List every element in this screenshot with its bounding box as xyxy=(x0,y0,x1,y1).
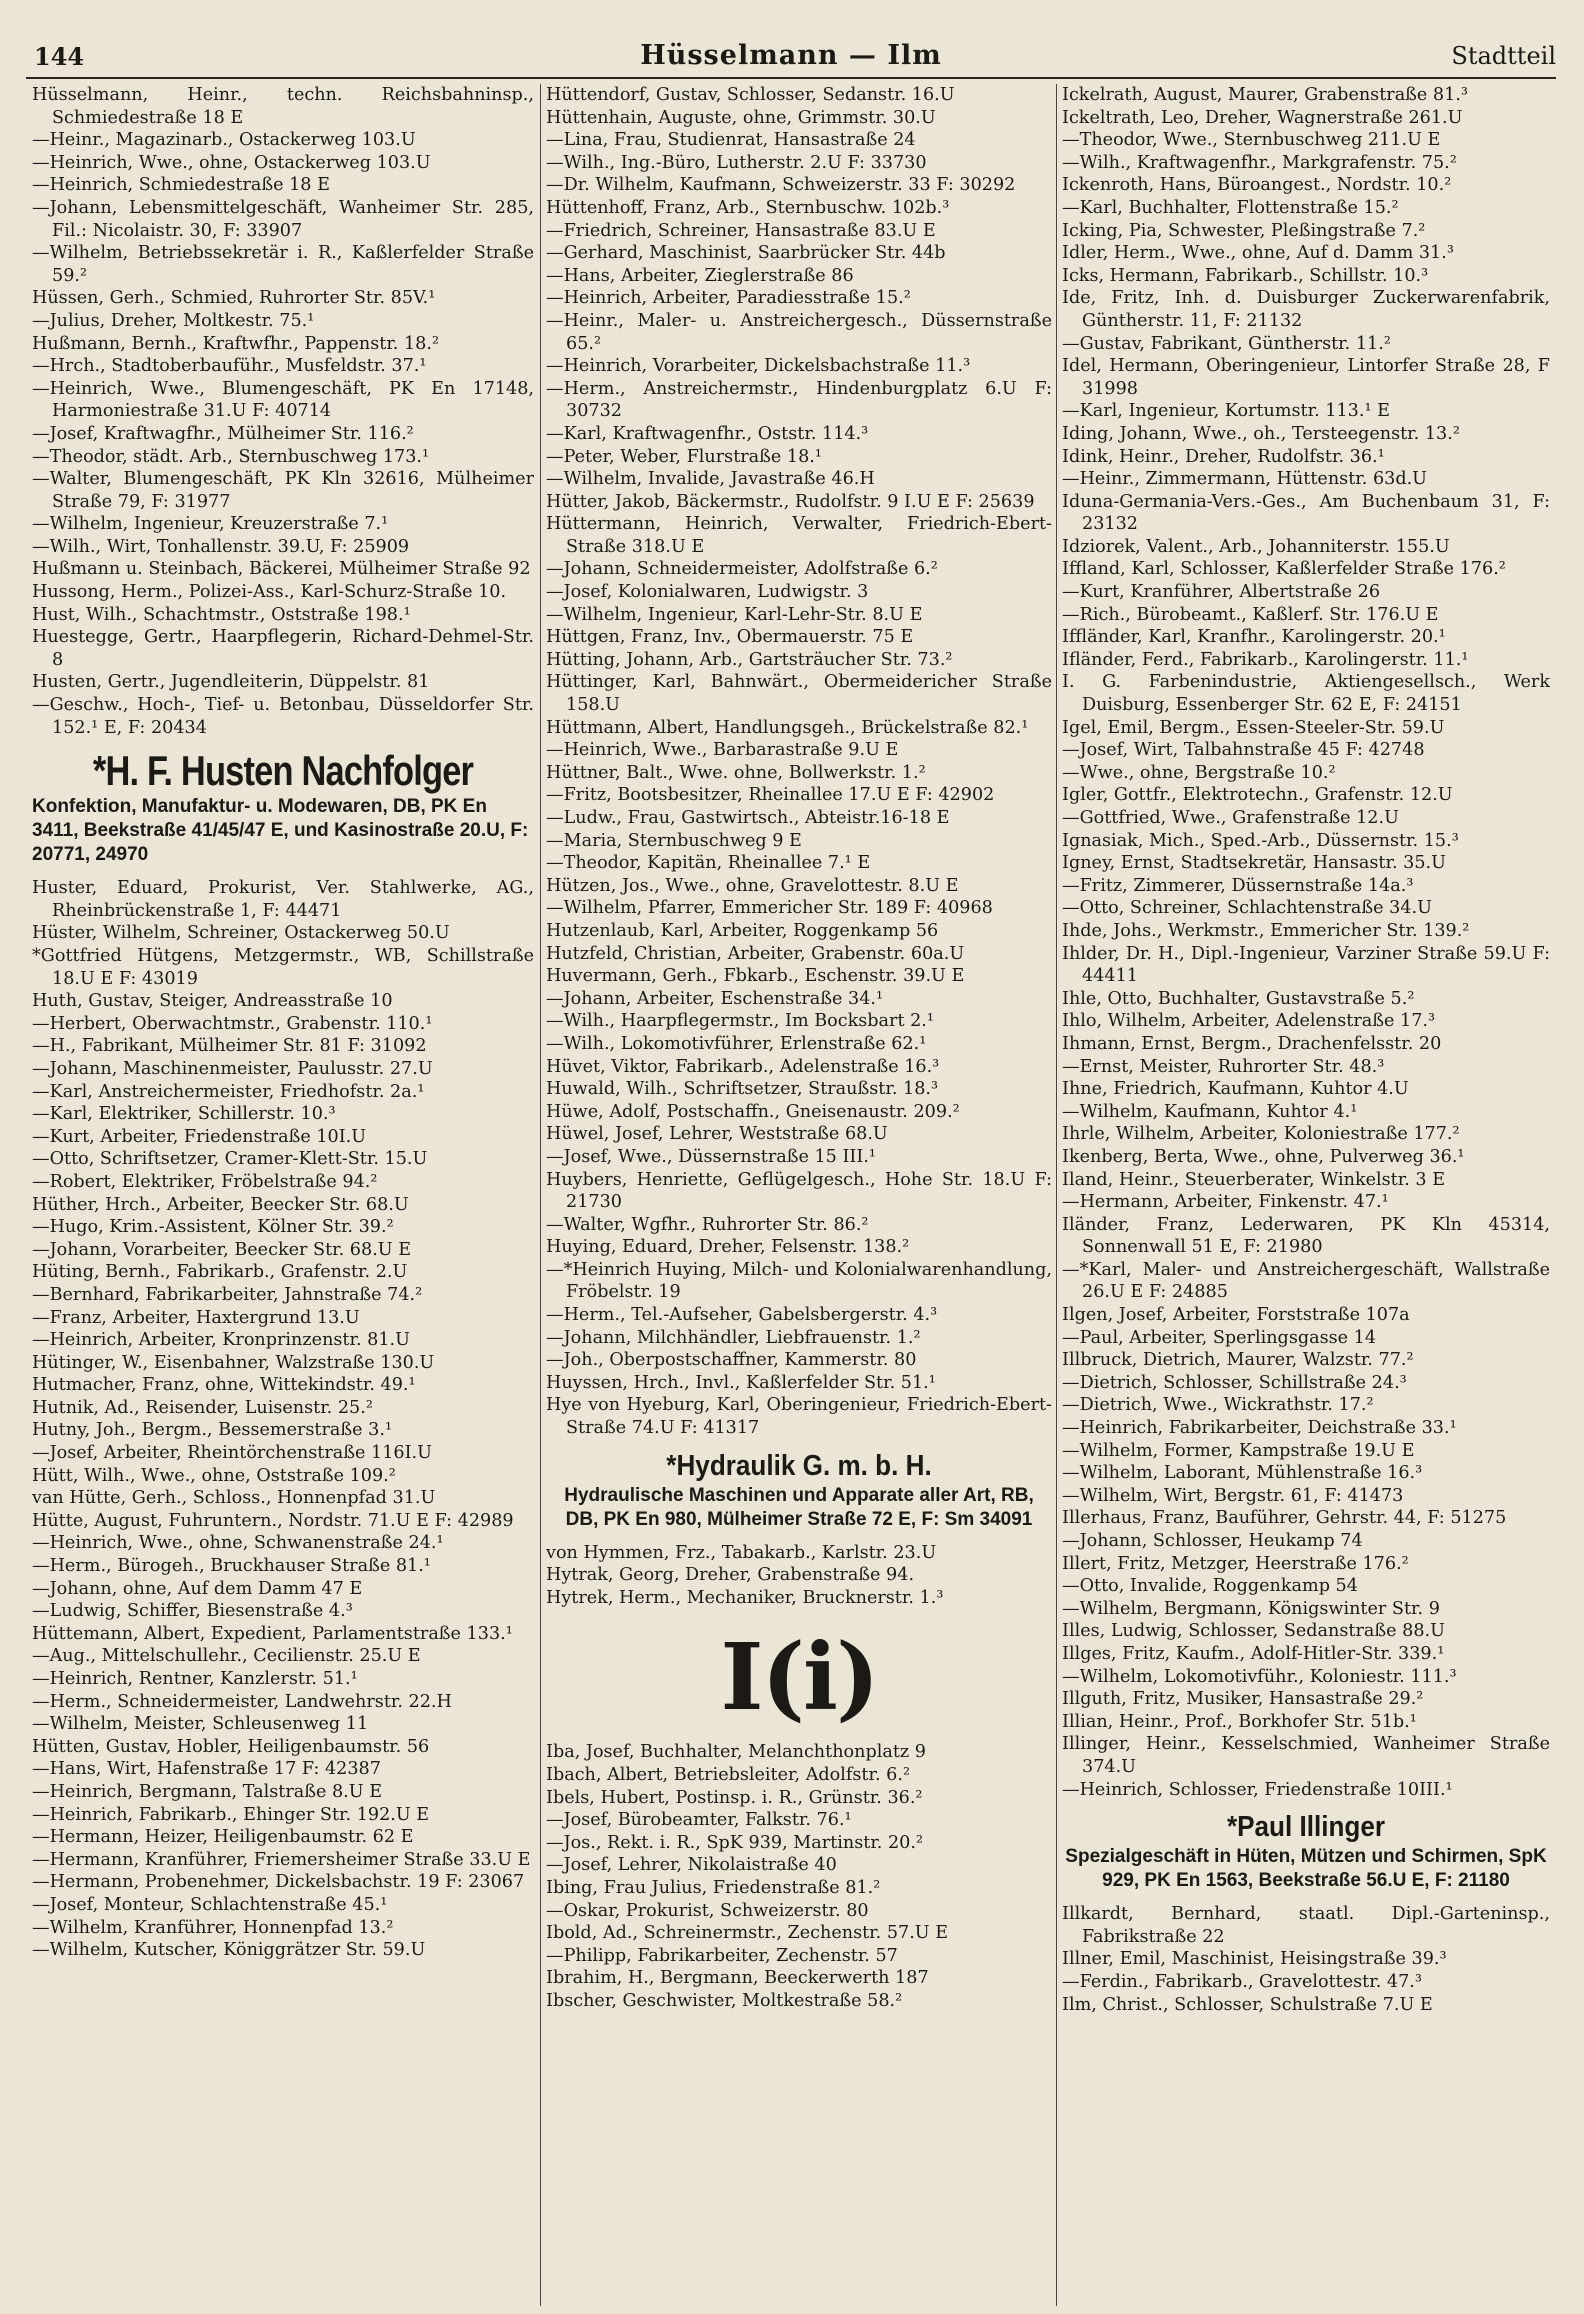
directory-entry: Huying, Eduard, Dreher, Felsenstr. 138.² xyxy=(546,1237,910,1258)
directory-entry: —Friedrich, Schreiner, Hansastraße 83.U E xyxy=(546,220,936,241)
directory-entry: —Heinrich, Wwe., ohne, Ostackerweg 103.U xyxy=(32,152,431,173)
directory-entry: Ibach, Albert, Betriebsleiter, Adolfstr. 6.² xyxy=(546,1765,911,1785)
directory-entry: —Josef, Lehrer, Nikolaistraße 40 xyxy=(546,1855,837,1876)
directory-entry: Ihde, Johs., Werkmstr., Emmericher Str. 139.² xyxy=(1062,920,1470,941)
directory-entry: Iland, Heinr., Steuerberater, Winkelstr. 3 E xyxy=(1062,1169,1446,1190)
directory-entry: Ibold, Ad., Schreinermstr., Zechenstr. 57.U E xyxy=(546,1923,949,1944)
directory-entry: —Heinrich, Vorarbeiter, Dickelsbachstraße 11.³ xyxy=(546,356,971,377)
directory-entry: —Johann, Maschinenmeister, Paulusstr. 27.U xyxy=(32,1058,433,1079)
directory-entry: Iffland, Karl, Schlosser, Kaßlerfelder Straße 176.² xyxy=(1062,559,1506,580)
column-divider xyxy=(1056,84,1057,2306)
directory-entry: Hüttermann, Heinrich, Verwalter, Friedrich-Ebert-Straße 318.U E xyxy=(546,514,1052,557)
directory-entry: Hüwel, Josef, Lehrer, Weststraße 68.U xyxy=(546,1124,888,1145)
directory-entry: —Gottfried, Wwe., Grafenstraße 12.U xyxy=(1062,808,1399,828)
directory-entry: —Franz, Arbeiter, Haxtergrund 13.U xyxy=(32,1307,360,1328)
directory-entry: —Wwe., ohne, Bergstraße 10.² xyxy=(1062,762,1336,783)
directory-entry: —Ludw., Frau, Gastwirtsch., Abteistr.16-18 E xyxy=(546,808,950,828)
directory-entry: —Heinrich, Wwe., Blumengeschäft, PK En 17148, Harmoniestraße 31.U F: 40714 xyxy=(32,378,534,422)
directory-entry: —Dietrich, Wwe., Wickrathstr. 17.² xyxy=(1062,1395,1374,1416)
directory-entry: Hußmann u. Steinbach, Bäckerei, Mülheimer Straße 92 xyxy=(32,559,531,580)
directory-entry: —Wilhelm, Kranführer, Honnenpfad 13.² xyxy=(32,1917,394,1938)
directory-entry: —Josef, Bürobeamter, Falkstr. 76.¹ xyxy=(546,1810,852,1831)
directory-entry: Hüvet, Viktor, Fabrikarb., Adelenstraße 16.³ xyxy=(546,1056,940,1077)
directory-entry: —Ludwig, Schiffer, Biesenstraße 4.³ xyxy=(32,1601,353,1622)
directory-entry: —Theodor, Kapitän, Rheinallee 7.¹ E xyxy=(546,853,871,874)
directory-entry: Huwald, Wilh., Schriftsetzer, Straußstr. 18.³ xyxy=(546,1079,939,1100)
directory-entry: Hüster, Wilhelm, Schreiner, Ostackerweg 50.U xyxy=(32,923,450,944)
directory-entry: —Wilh., Haarpflegermstr., Im Bocksbart 2.¹ xyxy=(546,1011,934,1032)
directory-entry: Ide, Fritz, Inh. d. Duisburger Zuckerwarenfabrik, Güntherstr. 11, F: 21132 xyxy=(1062,288,1550,331)
header-rule xyxy=(26,77,1556,79)
directory-entry: —Heinrich, Arbeiter, Paradiesstraße 15.² xyxy=(546,288,911,309)
directory-entry: Hütinger, W., Eisenbahner, Walzstraße 130.U xyxy=(32,1352,435,1373)
directory-entry: Hutzfeld, Christian, Arbeiter, Grabenstr. 60a.U xyxy=(546,943,965,964)
directory-entry: Igel, Emil, Bergm., Essen-Steeler-Str. 59.U xyxy=(1062,717,1445,738)
directory-entry: —Josef, Monteur, Schlachtenstraße 45.¹ xyxy=(32,1894,388,1915)
directory-entry: —Otto, Schriftsetzer, Cramer-Klett-Str. 15.U xyxy=(32,1149,428,1170)
directory-entry: —Karl, Elektriker, Schillerstr. 10.³ xyxy=(32,1104,336,1125)
directory-entry: Hüther, Hrch., Arbeiter, Beecker Str. 68.U xyxy=(32,1194,409,1215)
directory-entry: Idel, Hermann, Oberingenieur, Lintorfer Straße 28, F 31998 xyxy=(1062,356,1550,399)
directory-entry: —Dr. Wilhelm, Kaufmann, Schweizerstr. 33 F: 30292 xyxy=(546,175,1016,196)
directory-entry: Hutny, Joh., Bergm., Bessemerstraße 3.¹ xyxy=(32,1420,393,1441)
directory-entry: Ihrle, Wilhelm, Arbeiter, Koloniestraße 177.² xyxy=(1062,1124,1460,1145)
directory-entry: Hüttendorf, Gustav, Schlosser, Sedanstr. 16.U xyxy=(546,85,955,105)
directory-entry: —Fritz, Bootsbesitzer, Rheinallee 17.U E F: 42902 xyxy=(546,785,995,806)
column-3 xyxy=(1062,84,1550,2306)
advert-title: *Hydraulik G. m. b. H. xyxy=(666,1449,932,1482)
directory-entry: Ihlo, Wilhelm, Arbeiter, Adelenstraße 17.³ xyxy=(1062,1011,1436,1032)
directory-entry: Ibels, Hubert, Postinsp. i. R., Grünstr. 36.² xyxy=(546,1787,923,1808)
directory-entry: —Wilhelm, Ingenieur, Karl-Lehr-Str. 8.U E xyxy=(546,604,923,625)
directory-entry: —Heinrich, Fabrikarb., Ehinger Str. 192.U E xyxy=(32,1804,430,1825)
directory-entry: —Hermann, Kranführer, Friemersheimer Straße 33.U E xyxy=(32,1849,531,1870)
directory-entry: —Johann, Lebensmittelgeschäft, Wanheimer Str. 285, Fil.: Nicolaistr. 30, F: 33907 xyxy=(32,197,534,241)
directory-entry: —Wilhelm, Bergmann, Königswinter Str. 9 xyxy=(1062,1598,1440,1619)
directory-entry: —Heinrich, Wwe., Barbarastraße 9.U E xyxy=(546,740,899,761)
column-divider xyxy=(540,84,541,2306)
directory-entry: Ickeltrath, Leo, Dreher, Wagnerstraße 261.U xyxy=(1062,107,1463,128)
directory-entry: Ihle, Otto, Buchhalter, Gustavstraße 5.² xyxy=(1062,988,1415,1009)
directory-entry: Iländer, Franz, Lederwaren, PK Kln 45314, Sonnenwall 51 E, F: 21980 xyxy=(1062,1214,1550,1258)
directory-entry: Hust, Wilh., Schachtmstr., Oststraße 198.¹ xyxy=(32,604,411,625)
directory-entry: —Johann, Arbeiter, Eschenstraße 34.¹ xyxy=(546,988,884,1009)
directory-entry: Hußmann, Bernh., Kraftwfhr., Pappenstr. 18.² xyxy=(32,333,440,354)
directory-entry: —Jos., Rekt. i. R., SpK 939, Martinstr. 20.² xyxy=(546,1832,924,1853)
directory-entry: Illian, Heinr., Prof., Borkhofer Str. 51b.¹ xyxy=(1062,1711,1417,1732)
directory-entry: Hütt, Wilh., Wwe., ohne, Oststraße 109.² xyxy=(32,1465,396,1486)
directory-entry: Hüssen, Gerh., Schmied, Ruhrorter Str. 85V.¹ xyxy=(32,288,436,309)
directory-entry: —Wilhelm, Invalide, Javastraße 46.H xyxy=(546,469,875,490)
directory-entry: —Herbert, Oberwachtmstr., Grabenstr. 110.¹ xyxy=(32,1013,433,1034)
directory-entry: Huth, Gustav, Steiger, Andreasstraße 10 xyxy=(32,991,393,1012)
directory-entry: —Otto, Invalide, Roggenkamp 54 xyxy=(1062,1576,1358,1597)
directory-entry: —Heinrich, Schlosser, Friedenstraße 10III.¹ xyxy=(1062,1779,1453,1800)
directory-entry: —Kurt, Kranführer, Albertstraße 26 xyxy=(1062,582,1381,603)
directory-entry: —Aug., Mittelschullehr., Cecilienstr. 25.U E xyxy=(32,1646,421,1667)
directory-entry: —Maria, Sternbuschweg 9 E xyxy=(546,830,802,851)
advert-illinger xyxy=(1062,1801,1550,1903)
directory-entry: Hutnik, Ad., Reisender, Luisenstr. 25.² xyxy=(32,1397,373,1418)
directory-entry: Icking, Pia, Schwester, Pleßingstraße 7.² xyxy=(1062,220,1426,241)
directory-entry: Huyssen, Hrch., Invl., Kaßlerfelder Str. 51.¹ xyxy=(546,1372,936,1393)
directory-entry: Ihne, Friedrich, Kaufmann, Kuhtor 4.U xyxy=(1062,1079,1409,1100)
directory-entry: —Josef, Wirt, Talbahnstraße 45 F: 42748 xyxy=(1062,740,1425,761)
directory-entry: —Peter, Weber, Flurstraße 18.¹ xyxy=(546,446,822,467)
directory-entry: —Wilh., Lokomotivführer, Erlenstraße 62.¹ xyxy=(546,1033,927,1054)
directory-entry: —Oskar, Prokurist, Schweizerstr. 80 xyxy=(546,1900,869,1921)
directory-entry: —Bernhard, Fabrikarbeiter, Jahnstraße 74.² xyxy=(32,1284,423,1305)
directory-entry: —Heinrich, Bergmann, Talstraße 8.U E xyxy=(32,1781,383,1802)
directory-entry: Ickelrath, August, Maurer, Grabenstraße 81.³ xyxy=(1062,85,1468,105)
directory-entry: Hüttgen, Franz, Inv., Obermauerstr. 75 E xyxy=(546,627,914,648)
directory-entry: Hutmacher, Franz, ohne, Wittekindstr. 49.¹ xyxy=(32,1375,416,1396)
section-label: Stadtteil xyxy=(1451,42,1556,70)
advert-title: *Paul Illinger xyxy=(1226,1811,1386,1844)
directory-entry: —Karl, Buchhalter, Flottenstraße 15.² xyxy=(1062,197,1399,218)
advert-text: Konfektion, Manufaktur- u. Modewaren, DB, PK En 3411, Beekstraße 41/45/47 E, und Kasinostraße 20.U, F: 20771, 24970 xyxy=(32,796,529,866)
directory-entry: Hüwe, Adolf, Postschaffn., Gneisenaustr. 209.² xyxy=(546,1101,960,1122)
directory-entry: Idziorek, Valent., Arb., Johanniterstr. 155.U xyxy=(1062,536,1450,557)
directory-entry: Ihmann, Ernst, Bergm., Drachenfelsstr. 20 xyxy=(1062,1033,1442,1054)
directory-entry: —Herm., Anstreichermstr., Hindenburgplatz 6.U F: 30732 xyxy=(546,378,1052,422)
directory-entry: Ilm, Christ., Schlosser, Schulstraße 7.U E xyxy=(1062,1994,1433,2015)
directory-entry: Hüting, Bernh., Fabrikarb., Grafenstr. 2.U xyxy=(32,1262,408,1283)
directory-entry: —Wilhelm, Pfarrer, Emmericher Str. 189 F: 40968 xyxy=(546,898,993,919)
directory-entry: von Hymmen, Frz., Tabakarb., Karlstr. 23.U xyxy=(546,1542,937,1563)
directory-entry: —Wilhelm, Laborant, Mühlenstraße 16.³ xyxy=(1062,1463,1423,1484)
directory-entry: —Wilhelm, Ingenieur, Kreuzerstraße 7.¹ xyxy=(32,514,389,535)
directory-entry: —Robert, Elektriker, Fröbelstraße 94.² xyxy=(32,1171,378,1192)
directory-entry: —Wilhelm, Kutscher, Königgrätzer Str. 59.U xyxy=(32,1940,426,1961)
directory-entry: Igney, Ernst, Stadtsekretär, Hansastr. 35.U xyxy=(1062,853,1446,874)
directory-entry: Hüsselmann, Heinr., techn. Reichsbahninsp., Schmiedestraße 18 E xyxy=(32,85,534,128)
directory-entry: —H., Fabrikant, Mülheimer Str. 81 F: 31092 xyxy=(32,1036,427,1057)
directory-entry: Iduna-Germania-Vers.-Ges., Am Buchenbaum 31, F: 23132 xyxy=(1062,491,1550,535)
directory-entry: Iding, Johann, Wwe., oh., Tersteegenstr. 13.² xyxy=(1062,423,1460,444)
directory-entry: —Johann, ohne, Auf dem Damm 47 E xyxy=(32,1578,363,1599)
directory-entry: —Wilhelm, Meister, Schleusenweg 11 xyxy=(32,1714,369,1735)
directory-entry: Illges, Fritz, Kaufm., Adolf-Hitler-Str. 339.¹ xyxy=(1062,1643,1445,1664)
directory-entry: Hüttenhain, Auguste, ohne, Grimmstr. 30.U xyxy=(546,107,936,128)
directory-entry: —Hermann, Heizer, Heiligenbaumstr. 62 E xyxy=(32,1827,414,1848)
directory-entry: —Wilhelm, Betriebssekretär i. R., Kaßlerfelder Straße 59.² xyxy=(32,243,534,286)
page-number: 144 xyxy=(34,42,85,71)
directory-entry: Icks, Hermann, Fabrikarb., Schillstr. 10.³ xyxy=(1062,265,1429,286)
directory-entry: —Wilh., Wirt, Tonhallenstr. 39.U, F: 25909 xyxy=(32,536,410,557)
directory-entry: —Geschw., Hoch-, Tief- u. Betonbau, Düsseldorfer Str. 152.¹ E, F: 20434 xyxy=(32,695,534,738)
directory-entry: Iffländer, Karl, Kranfhr., Karolingerstr. 20.¹ xyxy=(1062,627,1446,648)
directory-entry: —Hugo, Krim.-Assistent, Kölner Str. 39.² xyxy=(32,1217,394,1238)
directory-entry: —Theodor, städt. Arb., Sternbuschweg 173.¹ xyxy=(32,446,430,467)
directory-entry: —Herm., Tel.-Aufseher, Gabelsbergerstr. 4.³ xyxy=(546,1305,938,1326)
directory-entry: Illner, Emil, Maschinist, Heisingstraße 39.³ xyxy=(1062,1949,1447,1970)
directory-entry: Ikenberg, Berta, Wwe., ohne, Pulverweg 36.¹ xyxy=(1062,1146,1465,1167)
directory-entry: —Johann, Vorarbeiter, Beecker Str. 68.U E xyxy=(32,1239,412,1260)
directory-entry: —Heinr., Maler- u. Anstreichergesch., Düssernstraße 65.² xyxy=(546,310,1052,354)
directory-entry: Hütting, Johann, Arb., Gartsträucher Str. 73.² xyxy=(546,649,953,670)
directory-entry: —Dietrich, Schlosser, Schillstraße 24.³ xyxy=(1062,1372,1407,1393)
directory-entry: —Walter, Blumengeschäft, PK Kln 32616, Mülheimer Straße 79, F: 31977 xyxy=(32,469,534,512)
running-title: Hüsselmann — Ilm xyxy=(640,40,942,71)
directory-entry: —Josef, Kolonialwaren, Ludwigstr. 3 xyxy=(546,582,869,603)
directory-entry: —Herm., Bürogeh., Bruckhauser Straße 81.¹ xyxy=(32,1556,431,1577)
directory-entry: Huvermann, Gerh., Fbkarb., Eschenstr. 39.U E xyxy=(546,966,965,987)
column-2 xyxy=(546,84,1052,2306)
directory-entry: Ifländer, Ferd., Fabrikarb., Karolingerstr. 11.¹ xyxy=(1062,649,1469,670)
directory-entry: —Wilhelm, Lokomotivführ., Koloniestr. 111.³ xyxy=(1062,1666,1457,1687)
directory-entry: Hussong, Herm., Polizei-Ass., Karl-Schurz-Straße 10. xyxy=(32,582,507,603)
directory-entry: —Hrch., Stadtoberbauführ., Musfeldstr. 37.¹ xyxy=(32,356,427,377)
directory-entry: —Hans, Arbeiter, Zieglerstraße 86 xyxy=(546,265,854,286)
directory-entry: —Wilh., Ing.-Büro, Lutherstr. 2.U F: 33730 xyxy=(546,152,927,173)
directory-entry: —Wilh., Kraftwagenfhr., Markgrafenstr. 75.² xyxy=(1062,152,1457,173)
directory-entry: —Heinrich, Rentner, Kanzlerstr. 51.¹ xyxy=(32,1669,358,1689)
directory-entry: —Karl, Kraftwagenfhr., Oststr. 114.³ xyxy=(546,423,869,444)
directory-entry: —Heinrich, Schmiedestraße 18 E xyxy=(32,175,330,196)
directory-entry: —Otto, Schreiner, Schlachtenstraße 34.U xyxy=(1062,898,1432,919)
directory-entry: —Fritz, Zimmerer, Düssernstraße 14a.³ xyxy=(1062,875,1414,896)
directory-entry: Ignasiak, Mich., Sped.-Arb., Düssernstr. 15.³ xyxy=(1062,830,1459,851)
column-1 xyxy=(32,84,534,2306)
directory-entry: Illbruck, Dietrich, Maurer, Walzstr. 77.² xyxy=(1062,1350,1414,1371)
directory-entry: Iba, Josef, Buchhalter, Melanchthonplatz 9 xyxy=(546,1742,926,1763)
directory-entry: Ibing, Frau Julius, Friedenstraße 81.² xyxy=(546,1877,881,1898)
directory-entry: Huster, Eduard, Prokurist, Ver. Stahlwerke, AG., Rheinbrückenstraße 1, F: 44471 xyxy=(32,878,534,921)
directory-entry: —Gerhard, Maschinist, Saarbrücker Str. 44b xyxy=(546,243,946,264)
directory-entry: Hüttner, Balt., Wwe. ohne, Bollwerkstr. 1.² xyxy=(546,762,926,783)
directory-entry: —Hans, Wirt, Hafenstraße 17 F: 42387 xyxy=(32,1759,381,1780)
directory-entry: Huestegge, Gertr., Haarpflegerin, Richard-Dehmel-Str. 8 xyxy=(32,627,534,670)
directory-entry: Illerhaus, Franz, Bauführer, Gehrstr. 44, F: 51275 xyxy=(1062,1508,1507,1529)
directory-entry: —Heinrich, Fabrikarbeiter, Deichstraße 33.¹ xyxy=(1062,1418,1457,1439)
directory-entry: Idink, Heinr., Dreher, Rudolfstr. 36.¹ xyxy=(1062,446,1385,467)
advert-title: *H. F. Husten Nachfolger xyxy=(92,747,474,795)
directory-entry: —Hermann, Arbeiter, Finkenstr. 47.¹ xyxy=(1062,1192,1389,1213)
directory-entry: —Walter, Wgfhr., Ruhrorter Str. 86.² xyxy=(546,1214,869,1235)
directory-entry: Hüttemann, Albert, Expedient, Parlamentstraße 133.¹ xyxy=(32,1623,513,1644)
directory-entry: Hützen, Jos., Wwe., ohne, Gravelottestr. 8.U E xyxy=(546,875,959,896)
directory-entry: Hytrek, Herm., Mechaniker, Brucknerstr. 1.³ xyxy=(546,1587,944,1608)
directory-entry: —Heinrich, Wwe., ohne, Schwanenstraße 24.¹ xyxy=(32,1533,444,1554)
directory-entry: —Josef, Kraftwagfhr., Mülheimer Str. 116.² xyxy=(32,423,414,444)
directory-entry: —Karl, Anstreichermeister, Friedhofstr. 2a.¹ xyxy=(32,1081,425,1102)
directory-entry: —Heinrich, Arbeiter, Kronprinzenstr. 81.U xyxy=(32,1330,410,1351)
directory-entry: Ilgen, Josef, Arbeiter, Forststraße 107a xyxy=(1062,1305,1410,1326)
directory-entry: —Kurt, Arbeiter, Friedenstraße 10I.U xyxy=(32,1126,367,1147)
directory-entry: —Ernst, Meister, Ruhrorter Str. 48.³ xyxy=(1062,1056,1385,1077)
directory-entry: —*Heinrich Huying, Milch- und Kolonialwarenhandlung, Fröbelstr. 19 xyxy=(546,1259,1052,1303)
directory-entry: —Wilhelm, Wirt, Bergstr. 61, F: 41473 xyxy=(1062,1485,1404,1506)
letter-heading: I(i) xyxy=(720,1623,878,1732)
directory-entry: Hye von Hyeburg, Karl, Oberingenieur, Friedrich-Ebert-Straße 74.U F: 41317 xyxy=(546,1395,1052,1439)
directory-entry: —Hermann, Probenehmer, Dickelsbachstr. 19 F: 23067 xyxy=(32,1872,525,1893)
directory-entry: Ihlder, Dr. H., Dipl.-Ingenieur, Varziner Straße 59.U F: 44411 xyxy=(1062,943,1550,987)
directory-entry: —Karl, Ingenieur, Kortumstr. 113.¹ E xyxy=(1062,401,1390,422)
directory-entry: —Lina, Frau, Studienrat, Hansastraße 24 xyxy=(546,130,916,151)
directory-entry: —Theodor, Wwe., Sternbuschweg 211.U E xyxy=(1062,130,1441,151)
page-header xyxy=(26,34,1556,74)
directory-entry: —Ferdin., Fabrikarb., Gravelottestr. 47.³ xyxy=(1062,1971,1422,1992)
directory-entry: Hütten, Gustav, Hobler, Heiligenbaumstr. 56 xyxy=(32,1736,430,1757)
directory-entry: Ickenroth, Hans, Büroangest., Nordstr. 10.² xyxy=(1062,175,1452,196)
directory-entry: —*Karl, Maler- und Anstreichergeschäft, Wallstraße 26.U E F: 24885 xyxy=(1062,1259,1550,1303)
directory-entry: —Gustav, Fabrikant, Güntherstr. 11.² xyxy=(1062,333,1391,354)
directory-entry: —Wilhelm, Former, Kampstraße 19.U E xyxy=(1062,1440,1415,1461)
advert-husten xyxy=(32,739,534,877)
directory-entry: Hütter, Jakob, Bäckermstr., Rudolfstr. 9 I.U E F: 25639 xyxy=(546,491,1035,512)
directory-entry: van Hütte, Gerh., Schloss., Honnenpfad 31.U xyxy=(32,1488,436,1509)
directory-entry: Ibrahim, H., Bergmann, Beeckerwerth 187 xyxy=(546,1968,929,1989)
directory-entry: Husten, Gertr., Jugendleiterin, Düppelstr. 81 xyxy=(32,672,430,693)
directory-entry: —Johann, Schneidermeister, Adolfstraße 6.² xyxy=(546,559,938,580)
directory-entry: —Joh., Oberpostschaffner, Kammerstr. 80 xyxy=(546,1350,917,1371)
directory-entry: —Johann, Milchhändler, Liebfrauenstr. 1.² xyxy=(546,1327,921,1348)
directory-entry: Hytrak, Georg, Dreher, Grabenstraße 94. xyxy=(546,1565,915,1586)
directory-entry: Igler, Gottfr., Elektrotechn., Grafenstr. 12.U xyxy=(1062,785,1453,806)
directory-entry: Hutzenlaub, Karl, Arbeiter, Roggenkamp 56 xyxy=(546,920,939,941)
directory-entry: Hüttmann, Albert, Handlungsgeh., Brückelstraße 82.¹ xyxy=(546,717,1029,738)
directory-entry: —Johann, Schlosser, Heukamp 74 xyxy=(1062,1531,1363,1551)
directory-entry: —Heinr., Magazinarb., Ostackerweg 103.U xyxy=(32,130,416,151)
directory-entry: —Josef, Arbeiter, Rheintörchenstraße 116I.U xyxy=(32,1443,432,1464)
directory-entry: *Gottfried Hütgens, Metzgermstr., WB, Schillstraße 18.U E F: 43019 xyxy=(32,946,534,989)
advert-hydraulik xyxy=(546,1440,1052,1542)
directory-entry: Ibscher, Geschwister, Moltkestraße 58.² xyxy=(546,1990,903,2011)
directory-entry: —Wilhelm, Kaufmann, Kuhtor 4.¹ xyxy=(1062,1101,1358,1122)
directory-entry: I. G. Farbenindustrie, Aktiengesellsch., Werk Duisburg, Essenberger Str. 62 E, F: 24151 xyxy=(1062,672,1550,716)
directory-entry: —Herm., Schneidermeister, Landwehrstr. 22.H xyxy=(32,1691,452,1712)
directory-entry: Hütte, August, Fuhruntern., Nordstr. 71.U E F: 42989 xyxy=(32,1510,514,1531)
directory-entry: —Josef, Wwe., Düssernstraße 15 III.¹ xyxy=(546,1146,876,1167)
directory-entry: Illkardt, Bernhard, staatl. Dipl.-Garteninsp., Fabrikstraße 22 xyxy=(1062,1904,1550,1947)
directory-entry: Hüttenhoff, Franz, Arb., Sternbuschw. 102b.³ xyxy=(546,197,950,218)
directory-entry: Illguth, Fritz, Musiker, Hansastraße 29.² xyxy=(1062,1689,1424,1710)
advert-text: Hydraulische Maschinen und Apparate aller Art, RB, DB, PK En 980, Mülheimer Straße 72 E, F: Sm 34091 xyxy=(564,1484,1034,1530)
directory-entry: —Julius, Dreher, Moltkestr. 75.¹ xyxy=(32,310,315,331)
directory-entry: Illes, Ludwig, Schlosser, Sedanstraße 88.U xyxy=(1062,1621,1445,1642)
directory-entry: —Philipp, Fabrikarbeiter, Zechenstr. 57 xyxy=(546,1945,898,1966)
directory-entry: —Rich., Bürobeamt., Kaßlerf. Str. 176.U E xyxy=(1062,604,1439,625)
directory-entry: Idler, Herm., Wwe., ohne, Auf d. Damm 31.³ xyxy=(1062,243,1454,264)
advert-text: Spezialgeschäft in Hüten, Mützen und Schirmen, SpK 929, PK En 1563, Beekstraße 56.U E, F: 21180 xyxy=(1065,1846,1547,1892)
directory-entry: —Paul, Arbeiter, Sperlingsgasse 14 xyxy=(1062,1327,1377,1348)
directory-entry: Hüttinger, Karl, Bahnwärt., Obermeidericher Straße 158.U xyxy=(546,672,1052,716)
directory-entry: Illinger, Heinr., Kesselschmied, Wanheimer Straße 374.U xyxy=(1062,1734,1550,1777)
directory-entry: Illert, Fritz, Metzger, Heerstraße 176.² xyxy=(1062,1553,1409,1574)
directory-entry: —Heinr., Zimmermann, Hüttenstr. 63d.U xyxy=(1062,469,1428,490)
directory-entry: Huybers, Henriette, Geflügelgesch., Hohe Str. 18.U F: 21730 xyxy=(546,1169,1052,1213)
